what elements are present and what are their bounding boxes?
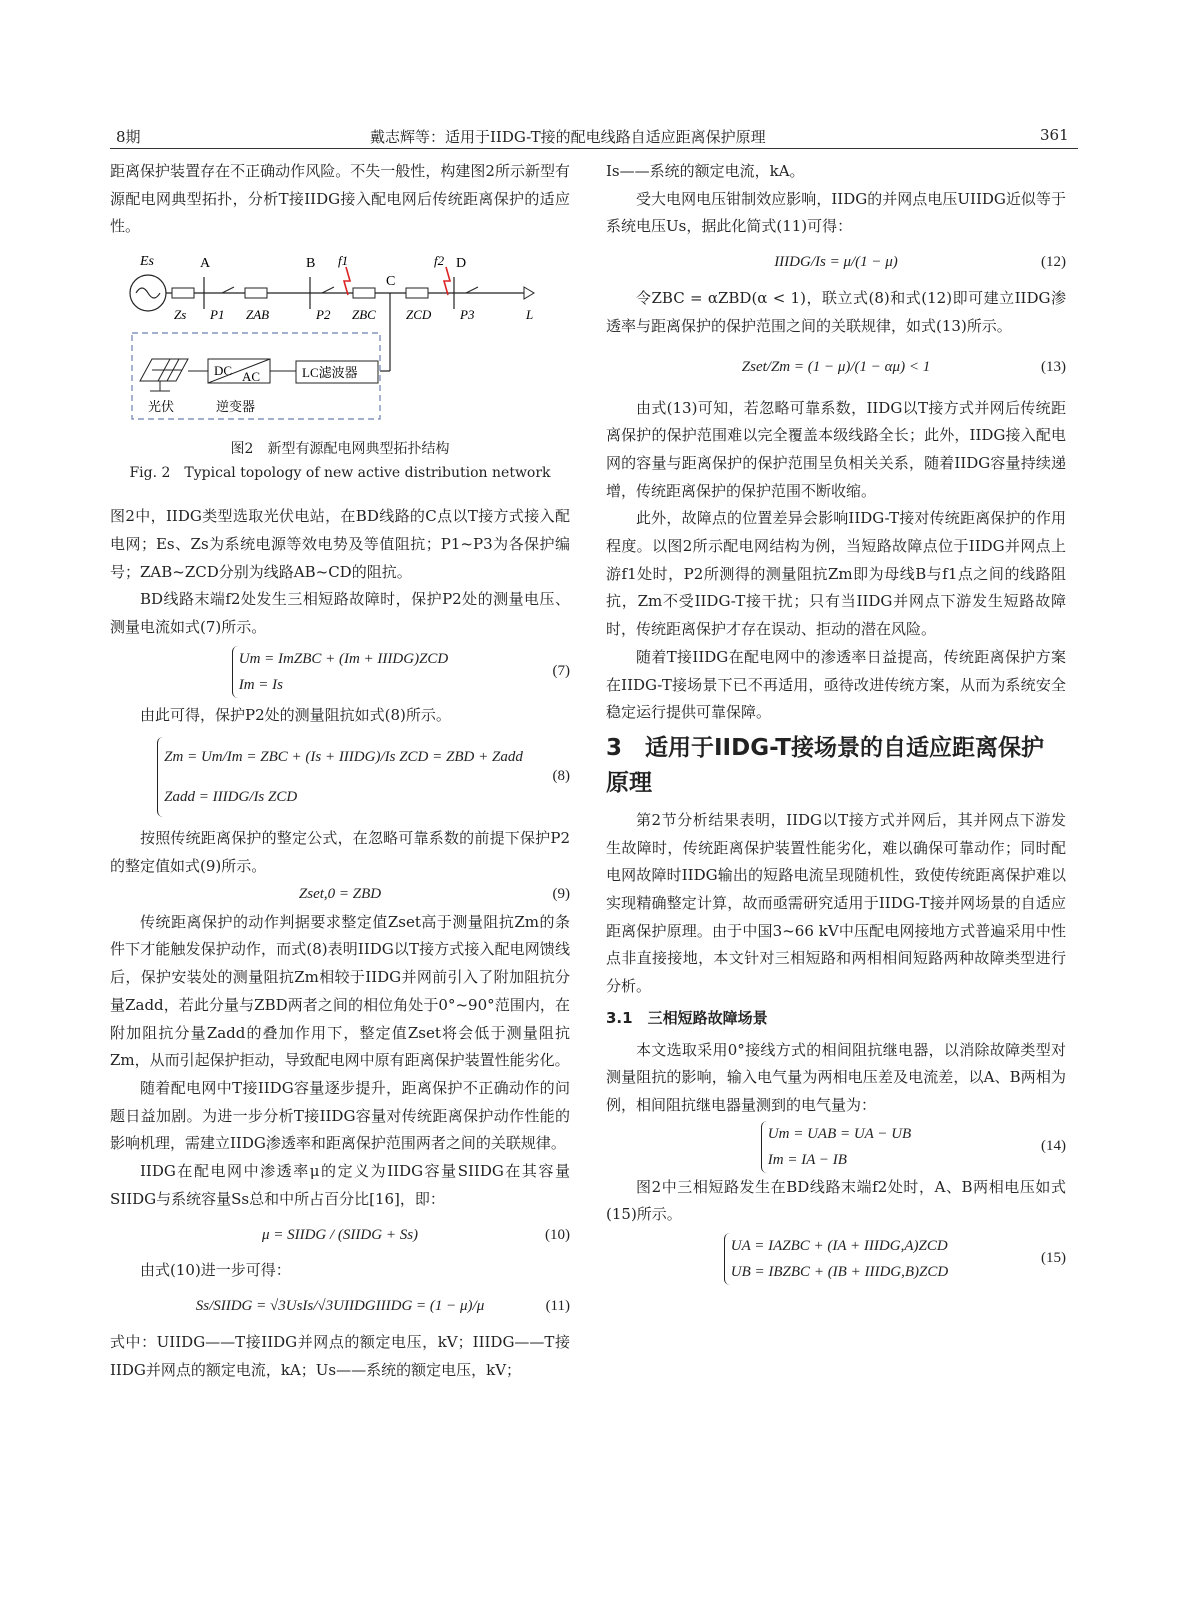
equation-14 — [606, 1120, 1066, 1174]
paragraph: 由式(13)可知，若忽略可靠系数，IIDG以T接方式并网后传统距离保护的保护范围难以完全覆盖本级线路全长；此外，IIDG接入配电网的容量与距离保护的保护范围呈负相关关系，随着IIDG容量持续递增，传统距离保护的保护范围不断收缩。 — [606, 398, 1066, 500]
equation-9 — [110, 881, 570, 909]
eq12-number: (12) — [1041, 254, 1066, 271]
paragraph: 受大电网电压钳制效应影响，IIDG的并网点电压UIIDG近似等于系统电压Us，据此化简式(11)可得： — [606, 189, 1066, 236]
fault-f2-icon — [444, 267, 450, 295]
label-dc: DC — [214, 363, 233, 379]
paragraph: 随着T接IIDG在配电网中的渗透率日益提高，传统距离保护方案在IIDG-T接场景下已不再适用，亟待改进传统方案，从而为系统安全稳定运行提供可靠保障。 — [606, 647, 1066, 722]
left-column — [110, 158, 570, 1385]
paragraph: 由此可得，保护P2处的测量阻抗如式(8)所示。 — [140, 705, 451, 724]
equation-10 — [110, 1213, 570, 1257]
label-zs: Zs — [174, 307, 187, 323]
eq7-number: (7) — [552, 662, 570, 679]
eq7-line2: Im = Is — [238, 676, 284, 693]
eq14-line1: Um = UAB = UA − UB — [767, 1125, 912, 1142]
section-heading-3: 3 适用于IIDG-T接场景的自适应距离保护原理 — [606, 734, 1044, 796]
label-inverter: 逆变器 — [216, 399, 256, 415]
label-pv: 光伏 — [148, 399, 175, 415]
paragraph: 式中：UIIDG——T接IIDG并网点的额定电压，kV；IIIDG——T接IIDG并网点的额定电流，kA；Us——系统的额定电压，kV； — [110, 1333, 570, 1379]
subsection-heading-3-1: 3.1 三相短路故障场景 — [606, 1008, 768, 1027]
paragraph: 图2中三相短路发生在BD线路末端f2处时，A、B两相电压如式(15)所示。 — [606, 1177, 1066, 1224]
paragraph: 此外，故障点的位置差异会影响IIDG-T接对传统距离保护的作用程度。以图2所示配电网结构为例，当短路故障点位于IIDG并网点上游f1处时，P2所测得的测量阻抗Zm即为母线B与f1点之间的线路阻抗，Zm不受IIDG-T接干扰；只有当IIDG并网点下游发生短路故障时，传统距离保护才存在误动、拒动的潜在风险。 — [606, 509, 1066, 639]
right-column — [606, 158, 1066, 1289]
paragraph: 第2节分析结果表明，IIDG以T接方式并网后，其并网点下游发生故障时，传统距离保护装置性能劣化，难以确保可靠动作；同时配电网故障时IIDG输出的短路电流呈现随机性，致使传统距离保护难以实现精确整定计算，故而亟需研究适用于IIDG-T接并网场景的自适应距离保护原理。由于中国3~66 kV中压配电网接地方式普遍采用中性点非直接接地，本文针对三相短路和两相相间短路两种故障类型进行分析。 — [606, 810, 1066, 996]
eq15-line2: UB = IBZBC + (IB + IIIDG,B)ZCD — [730, 1264, 949, 1281]
eq7-line1: Um = ImZBC + (Im + IIIDG)ZCD — [238, 650, 449, 667]
label-lc-filter: LC滤波器 — [302, 365, 358, 381]
pv-panel-icon — [140, 359, 188, 391]
eq11-body: Ss/SIIDG = √3UsIs/√3UIIDGIIIDG = (1 − μ)/μ — [195, 1298, 485, 1315]
label-c: C — [386, 274, 396, 290]
label-p3: P3 — [460, 307, 475, 323]
header-rule — [110, 148, 1078, 149]
load-icon — [524, 287, 534, 299]
eq14-line2: Im = IA − IB — [767, 1151, 847, 1168]
paragraph: IIDG在配电网中渗透率μ的定义为IIDG容量SIIDG在其容量SIIDG与系统容量Ss总和中所占百分比[16]，即： — [110, 1162, 570, 1208]
paragraph: 由式(10)进一步可得： — [140, 1261, 291, 1280]
eq14-number: (14) — [1041, 1137, 1066, 1154]
equation-13 — [606, 341, 1066, 395]
label-zcd: ZCD — [406, 307, 432, 323]
eq12-body: IIIDG/Is = μ/(1 − μ) — [774, 254, 898, 271]
issue-number: 8期 — [116, 128, 141, 146]
label-p1: P1 — [210, 307, 225, 323]
eq8-number: (8) — [552, 768, 570, 785]
eq15-line1: UA = IAZBC + (IA + IIIDG,A)ZCD — [730, 1238, 948, 1255]
eq15-number: (15) — [1041, 1250, 1066, 1267]
page-number: 361 — [1040, 126, 1069, 144]
label-ac: AC — [242, 369, 261, 385]
label-es: Es — [140, 254, 154, 270]
eq11-number: (11) — [545, 1298, 570, 1315]
eq9-number: (9) — [552, 885, 570, 902]
fault-f1-icon — [344, 267, 350, 295]
paragraph: Is——系统的额定电流，kA。 — [606, 162, 805, 180]
paragraph: 本文选取采用0°接线方式的相间阻抗继电器，以消除故障类型对测量阻抗的影响，输入电气量为两相电压差及电流差，以A、B两相为例，相间阻抗继电器量测到的电气量为： — [606, 1040, 1066, 1114]
paragraph: 传统距离保护的动作判据要求整定值Zset高于测量阻抗Zm的条件下才能触发保护动作，而式(8)表明IIDG以T接方式接入配电网馈线后，保护安装处的测量阻抗Zm相较于IIDG并网前引入了附加阻抗分量Zadd，若此分量与ZBD两者之间的相位角处于0°~90°范围内，在附加阻抗分量Zadd的叠加作用下，整定值Zset将会低于测量阻抗Zm，从而引起保护拒动，导致配电网中原有距离保护装置性能劣化。 — [110, 912, 570, 1070]
label-a: A — [200, 256, 211, 272]
label-d: D — [456, 256, 467, 272]
topology-diagram — [110, 247, 570, 437]
figure-caption-en: Fig. 2 Typical topology of new active distribution network — [129, 465, 551, 482]
eq8-line1: Zm = Um/Im = ZBC + (Is + IIIDG)/Is ZCD = ZBD + Zadd — [164, 749, 523, 766]
figure-caption-cn: 图2 新型有源配电网典型拓扑结构 — [230, 441, 450, 458]
label-f2: f2 — [434, 253, 445, 269]
label-b: B — [306, 256, 316, 272]
eq10-body: μ = SIIDG / (SIIDG + Ss) — [261, 1226, 419, 1243]
paragraph: 距离保护装置存在不正确动作风险。不失一般性，构建图2所示新型有源配电网典型拓扑，分析T接IIDG接入配电网后传统距离保护的适应性。 — [110, 162, 570, 236]
paragraph: 随着配电网中T接IIDG容量逐步提升，距离保护不正确动作的问题日益加剧。为进一步分析T接IIDG容量对传统距离保护动作性能的影响机理，需建立IIDG渗透率和距离保护范围两者之间的关联规律。 — [110, 1078, 570, 1153]
paragraph: 令ZBC = αZBD(α < 1)，联立式(8)和式(12)即可建立IIDG渗透率与距离保护的保护范围之间的关联规律，如式(13)所示。 — [606, 289, 1066, 335]
eq9-body: Zset,0 = ZBD — [298, 885, 382, 902]
label-zbc: ZBC — [352, 307, 376, 323]
running-title: 戴志辉等：适用于IIDG-T接的配电线路自适应距离保护原理 — [370, 128, 766, 146]
equation-8 — [110, 729, 570, 825]
eq8-line2: Zadd = IIIDG/Is ZCD — [164, 789, 298, 806]
label-zab: ZAB — [246, 307, 270, 323]
label-l: L — [526, 307, 534, 323]
equation-7 — [110, 642, 570, 702]
equation-11 — [110, 1285, 570, 1329]
label-f1: f1 — [338, 253, 349, 269]
paragraph: 按照传统距离保护的整定公式，在忽略可靠系数的前提下保护P2的整定值如式(9)所示。 — [110, 829, 570, 876]
eq13-number: (13) — [1041, 358, 1066, 375]
label-p2: P2 — [316, 307, 331, 323]
paragraph: BD线路末端f2处发生三相短路故障时，保护P2处的测量电压、测量电流如式(7)所示。 — [110, 590, 570, 636]
equation-12 — [606, 241, 1066, 285]
figure-2 — [110, 247, 570, 437]
eq10-number: (10) — [545, 1226, 570, 1243]
eq13-body: Zset/Zm = (1 − μ)/(1 − αμ) < 1 — [741, 358, 931, 375]
paragraph: 图2中，IIDG类型选取光伏电站，在BD线路的C点以T接方式接入配电网；Es、Zs为系统电源等效电势及等值阻抗；P1~P3为各保护编号；ZAB~ZCD分别为线路AB~CD的阻抗。 — [110, 507, 570, 581]
equation-15 — [606, 1229, 1066, 1289]
